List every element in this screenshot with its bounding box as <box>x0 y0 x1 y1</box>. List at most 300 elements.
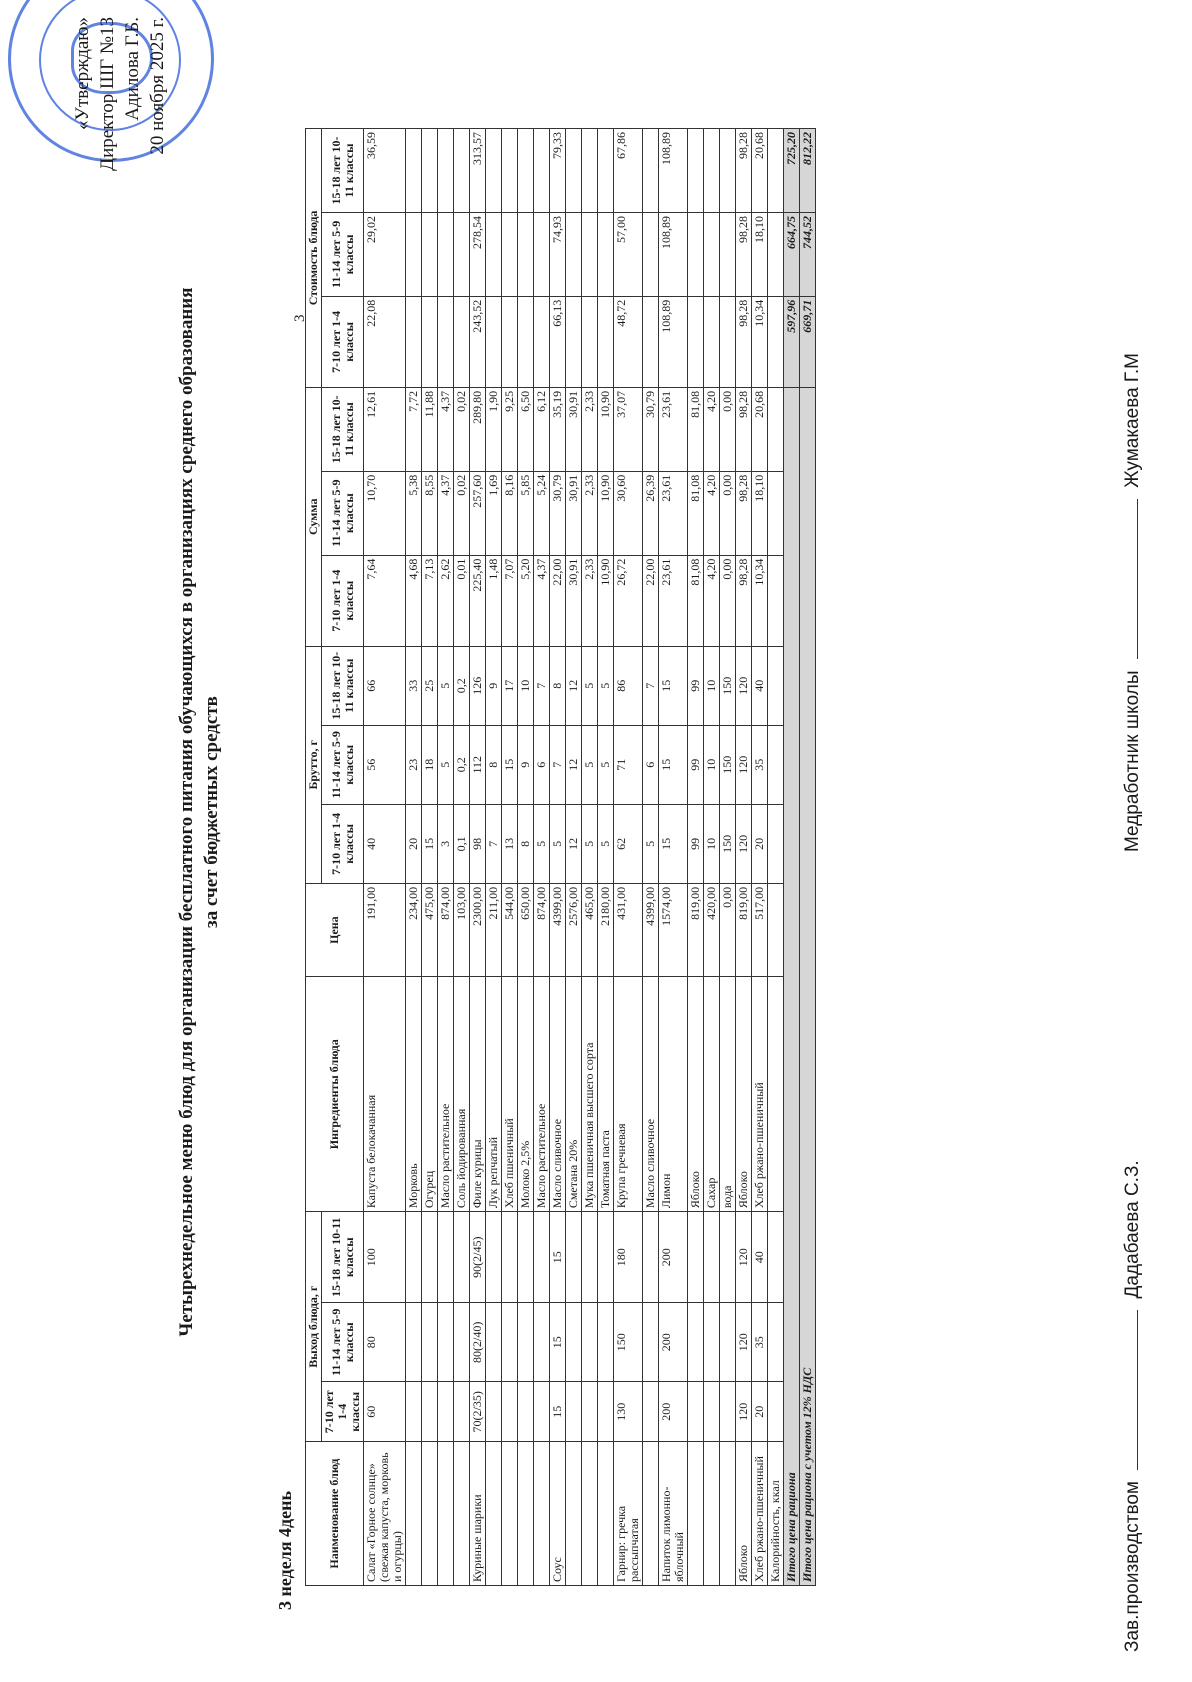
total-label: Итого цена рациона <box>784 387 800 1585</box>
table-cell-o1: 60 <box>364 1382 406 1442</box>
table-cell-g2: 15 <box>502 725 518 804</box>
table-cell-s3: 4,20 <box>704 387 720 471</box>
table-cell-g1: 99 <box>688 804 704 883</box>
table-cell-g3: 86 <box>614 646 643 725</box>
table-cell-c1: 98,28 <box>736 296 752 387</box>
table-cell-o1: 130 <box>614 1382 643 1442</box>
table-cell-price: 544,00 <box>502 883 518 976</box>
table-cell-o1 <box>406 1382 422 1442</box>
table-cell-c3 <box>688 129 704 213</box>
table-cell-s2: 4,37 <box>438 471 454 555</box>
menu-table-body <box>364 129 816 1586</box>
header-age: 7-10 лет 1-4 классы <box>322 555 364 646</box>
table-cell-g3 <box>768 646 784 725</box>
table-cell-g2: 112 <box>470 725 486 804</box>
table-cell-g3: 40 <box>752 646 768 725</box>
table-cell-c2: 74,93 <box>550 212 566 296</box>
table-cell-s1: 10,34 <box>752 555 768 646</box>
table-cell-o1: 200 <box>659 1382 688 1442</box>
table-cell-s3: 0,00 <box>720 387 736 471</box>
table-cell-o3 <box>768 1212 784 1303</box>
table-cell-dish <box>582 1442 598 1586</box>
table-cell-c3 <box>768 129 784 213</box>
signature-production-role: Зав.производством <box>1122 1481 1143 1652</box>
table-cell-s1: 30,91 <box>566 555 582 646</box>
table-cell-s2: 98,28 <box>736 471 752 555</box>
table-cell-g3: 0,2 <box>454 646 470 725</box>
table-cell-c1 <box>720 296 736 387</box>
table-cell-o1: 70(2/35) <box>470 1382 486 1442</box>
table-cell-s2: 8,16 <box>502 471 518 555</box>
table-cell-s3: 81,08 <box>688 387 704 471</box>
table-cell-o1 <box>566 1382 582 1442</box>
table-cell-o2 <box>486 1303 502 1382</box>
table-cell-g3: 25 <box>422 646 438 725</box>
table-cell-c2 <box>598 212 614 296</box>
table-cell-o2 <box>688 1303 704 1382</box>
table-cell-g3: 10 <box>704 646 720 725</box>
table-cell-s1: 81,08 <box>688 555 704 646</box>
table-cell-ing: Огурец <box>422 977 438 1212</box>
approval-line-1: «Утверждаю» <box>72 17 93 130</box>
table-cell-s3: 35,19 <box>550 387 566 471</box>
table-cell-c1 <box>486 296 502 387</box>
table-cell-c3 <box>704 129 720 213</box>
table-cell-price: 874,00 <box>534 883 550 976</box>
table-cell-s2: 26,39 <box>643 471 659 555</box>
table-cell-o2 <box>534 1303 550 1382</box>
table-cell-g1: 120 <box>736 804 752 883</box>
table-cell-ing: Мука пшеничная высшего сорта <box>582 977 598 1212</box>
table-cell-c1 <box>438 296 454 387</box>
table-cell-s3: 2,33 <box>582 387 598 471</box>
table-cell-s3: 1,90 <box>486 387 502 471</box>
table-cell-c2: 57,00 <box>614 212 643 296</box>
table-cell-o2 <box>422 1303 438 1382</box>
table-cell-c1: 48,72 <box>614 296 643 387</box>
table-cell-s1: 98,28 <box>736 555 752 646</box>
table-cell-g2: 5 <box>438 725 454 804</box>
table-cell-dish <box>688 1442 704 1586</box>
table-cell-ing: Капуста белокачанная <box>364 977 406 1212</box>
table-cell-c2: 98,28 <box>736 212 752 296</box>
table-cell-c2 <box>438 212 454 296</box>
table-cell-o3: 40 <box>752 1212 768 1303</box>
table-cell-dish: Хлеб ржано-пшеничный <box>752 1442 768 1586</box>
table-cell-c2 <box>566 212 582 296</box>
table-cell-s3: 30,91 <box>566 387 582 471</box>
table-cell-c2 <box>518 212 534 296</box>
table-cell-c1 <box>534 296 550 387</box>
table-cell-ing: Хлеб ржано-пшеничный <box>752 977 768 1212</box>
table-cell-dish: Салат «Горное солнце» (свежая капуста, морковь и огурцы) <box>364 1442 406 1586</box>
header-age: 11-14 лет 5-9 классы <box>322 212 364 296</box>
table-cell-s1 <box>768 555 784 646</box>
table-row <box>688 129 704 1586</box>
table-cell-o3 <box>598 1212 614 1303</box>
table-cell-o3: 200 <box>659 1212 688 1303</box>
table-cell-s2: 2,33 <box>582 471 598 555</box>
table-cell-g1: 20 <box>406 804 422 883</box>
approval-line-3: Адилова Г.Б. <box>122 17 143 121</box>
table-cell-g3: 9 <box>486 646 502 725</box>
table-cell-g2: 120 <box>736 725 752 804</box>
table-row <box>659 129 688 1586</box>
table-cell-o3 <box>502 1212 518 1303</box>
table-row <box>470 129 486 1586</box>
table-cell-o2: 80 <box>364 1303 406 1382</box>
table-cell-s2: 1,69 <box>486 471 502 555</box>
table-cell-o1 <box>582 1382 598 1442</box>
table-cell-g2: 7 <box>550 725 566 804</box>
table-cell-c3 <box>720 129 736 213</box>
signature-medic <box>1122 353 1144 852</box>
table-cell-s2: 18,10 <box>752 471 768 555</box>
table-cell-g2: 15 <box>659 725 688 804</box>
table-cell-o1 <box>502 1382 518 1442</box>
table-cell-dish <box>502 1442 518 1586</box>
total-cell-c1: 597,96 <box>784 296 800 387</box>
table-cell-o1 <box>534 1382 550 1442</box>
table-cell-price: 819,00 <box>736 883 752 976</box>
table-cell-g1: 15 <box>659 804 688 883</box>
table-cell-g2: 9 <box>518 725 534 804</box>
table-cell-s1: 4,20 <box>704 555 720 646</box>
table-cell-o2 <box>502 1303 518 1382</box>
table-cell-ing: Томатная паста <box>598 977 614 1212</box>
table-cell-price: 191,00 <box>364 883 406 976</box>
table-cell-o2: 120 <box>736 1303 752 1382</box>
table-cell-dish <box>486 1442 502 1586</box>
table-cell-o2 <box>518 1303 534 1382</box>
table-cell-dish: Напиток лимонно-яблочный <box>659 1442 688 1586</box>
table-cell-g3: 8 <box>550 646 566 725</box>
table-cell-s2: 0,02 <box>454 471 470 555</box>
header-age: 15-18 лет 10-11 классы <box>322 1212 364 1303</box>
table-cell-o3 <box>422 1212 438 1303</box>
table-cell-c3 <box>643 129 659 213</box>
total-cell-c3: 812,22 <box>800 129 816 213</box>
table-cell-ing: Масло растительное <box>438 977 454 1212</box>
table-cell-g2: 23 <box>406 725 422 804</box>
table-cell-s3: 4,37 <box>438 387 454 471</box>
table-cell-dish: Яблоко <box>736 1442 752 1586</box>
table-cell-o1: 20 <box>752 1382 768 1442</box>
header-dish-name: Наименование блюд <box>306 1442 364 1586</box>
table-cell-ing: Хлеб пшеничный <box>502 977 518 1212</box>
signature-production-name: Дадабаева С.З. <box>1122 1160 1143 1299</box>
table-cell-price: 211,00 <box>486 883 502 976</box>
table-cell-s2 <box>768 471 784 555</box>
table-row <box>752 129 768 1586</box>
table-row <box>768 129 784 1586</box>
table-cell-s3: 7,72 <box>406 387 422 471</box>
table-cell-g2: 5 <box>582 725 598 804</box>
table-cell-o2 <box>720 1303 736 1382</box>
header-ingredients: Ингредиенты блюда <box>306 977 364 1212</box>
table-cell-ing: Масло растительное <box>534 977 550 1212</box>
table-cell-g1: 5 <box>550 804 566 883</box>
table-cell-price: 234,00 <box>406 883 422 976</box>
table-cell-c3: 67,86 <box>614 129 643 213</box>
table-cell-s2: 257,60 <box>470 471 486 555</box>
table-cell-c1 <box>406 296 422 387</box>
table-cell-c2 <box>502 212 518 296</box>
table-cell-c3 <box>534 129 550 213</box>
header-age: 7-10 лет 1-4 классы <box>322 804 364 883</box>
table-cell-c1: 108,89 <box>659 296 688 387</box>
table-cell-ing <box>768 977 784 1212</box>
table-row <box>550 129 566 1586</box>
table-cell-c1 <box>422 296 438 387</box>
table-cell-g2: 12 <box>566 725 582 804</box>
table-cell-c1 <box>454 296 470 387</box>
table-cell-price: 431,00 <box>614 883 643 976</box>
header-output: Выход блюда, г <box>306 1212 322 1442</box>
table-row <box>502 129 518 1586</box>
table-row <box>704 129 720 1586</box>
table-cell-o1 <box>704 1382 720 1442</box>
table-cell-c1: 10,34 <box>752 296 768 387</box>
table-cell-c1: 22,08 <box>364 296 406 387</box>
table-cell-g2: 5 <box>598 725 614 804</box>
table-cell-o1: 15 <box>550 1382 566 1442</box>
table-cell-o1 <box>422 1382 438 1442</box>
header-age: 11-14 лет 5-9 классы <box>322 725 364 804</box>
table-cell-g3: 17 <box>502 646 518 725</box>
table-cell-c2 <box>454 212 470 296</box>
table-cell-dish <box>534 1442 550 1586</box>
table-cell-s3: 98,28 <box>736 387 752 471</box>
table-cell-o3 <box>643 1212 659 1303</box>
table-cell-dish <box>422 1442 438 1586</box>
table-cell-c3: 313,57 <box>470 129 486 213</box>
table-cell-c2: 278,54 <box>470 212 486 296</box>
table-cell-g3: 33 <box>406 646 422 725</box>
document-subtitle: за счет бюджетных средств <box>201 696 222 928</box>
table-cell-g3: 66 <box>364 646 406 725</box>
table-row <box>454 129 470 1586</box>
table-cell-s1: 26,72 <box>614 555 643 646</box>
table-cell-price: 517,00 <box>752 883 768 976</box>
table-cell-g3: 126 <box>470 646 486 725</box>
table-cell-g1: 20 <box>752 804 768 883</box>
document-title: Четырехнедельное меню блюд для организации бесплатного питания обучающихся в организациях среднего образования <box>176 287 197 1337</box>
table-row <box>598 129 614 1586</box>
table-cell-dish <box>518 1442 534 1586</box>
table-cell-s1: 7,64 <box>364 555 406 646</box>
table-cell-s3: 20,68 <box>752 387 768 471</box>
table-cell-s2: 30,60 <box>614 471 643 555</box>
table-cell-g2: 35 <box>752 725 768 804</box>
table-cell-s1: 4,37 <box>534 555 550 646</box>
header-age: 7-10 лет 1-4 классы <box>322 296 364 387</box>
table-cell-o3 <box>688 1212 704 1303</box>
table-cell-s2: 23,61 <box>659 471 688 555</box>
table-cell-o2 <box>438 1303 454 1382</box>
table-cell-g1: 5 <box>534 804 550 883</box>
table-cell-s1: 4,68 <box>406 555 422 646</box>
table-cell-o3 <box>486 1212 502 1303</box>
menu-table <box>305 128 816 1586</box>
table-cell-c2 <box>768 212 784 296</box>
table-cell-dish: Калорийность, ккал <box>768 1442 784 1586</box>
table-row <box>614 129 643 1586</box>
table-cell-ing: Лимон <box>659 977 688 1212</box>
table-cell-price: 1574,00 <box>659 883 688 976</box>
signature-line <box>1137 1310 1138 1470</box>
table-cell-c2: 108,89 <box>659 212 688 296</box>
table-cell-s2: 10,90 <box>598 471 614 555</box>
table-cell-o2: 150 <box>614 1303 643 1382</box>
table-cell-o3: 90(2/45) <box>470 1212 486 1303</box>
table-cell-s1: 7,13 <box>422 555 438 646</box>
table-cell-c1 <box>502 296 518 387</box>
table-cell-price: 4399,00 <box>550 883 566 976</box>
table-cell-c3 <box>518 129 534 213</box>
table-cell-g1: 3 <box>438 804 454 883</box>
table-cell-g3: 5 <box>438 646 454 725</box>
table-cell-g1: 98 <box>470 804 486 883</box>
table-cell-g3: 7 <box>643 646 659 725</box>
header-price: Цена <box>306 883 364 976</box>
table-cell-g3: 12 <box>566 646 582 725</box>
table-cell-dish <box>720 1442 736 1586</box>
table-cell-o3 <box>406 1212 422 1303</box>
table-cell-s3: 23,61 <box>659 387 688 471</box>
table-cell-s2: 5,24 <box>534 471 550 555</box>
table-cell-g1: 5 <box>598 804 614 883</box>
table-cell-s3: 9,25 <box>502 387 518 471</box>
table-cell-ing: Морковь <box>406 977 422 1212</box>
table-cell-ing: Сметана 20% <box>566 977 582 1212</box>
table-cell-c3 <box>422 129 438 213</box>
table-cell-o2 <box>704 1303 720 1382</box>
table-cell-s2: 0,00 <box>720 471 736 555</box>
table-cell-o3 <box>566 1212 582 1303</box>
table-cell-c1 <box>768 296 784 387</box>
table-cell-ing: Соль йодированная <box>454 977 470 1212</box>
table-row <box>566 129 582 1586</box>
table-cell-o1 <box>720 1382 736 1442</box>
table-cell-o3 <box>720 1212 736 1303</box>
table-cell-s3: 10,90 <box>598 387 614 471</box>
signature-medic-name: Жумакаева Г.М <box>1122 353 1143 488</box>
table-cell-c1 <box>582 296 598 387</box>
page-number: 3 <box>292 314 308 322</box>
total-label: Итого цена рациона с учетом 12% НДС <box>800 387 816 1585</box>
table-cell-s2: 10,70 <box>364 471 406 555</box>
table-cell-ing: Молоко 2,5% <box>518 977 534 1212</box>
table-cell-o2: 200 <box>659 1303 688 1382</box>
table-cell-c3 <box>438 129 454 213</box>
table-cell-o1 <box>598 1382 614 1442</box>
table-cell-s3: 37,07 <box>614 387 643 471</box>
table-cell-s1: 0,01 <box>454 555 470 646</box>
total-cell-c2: 744,52 <box>800 212 816 296</box>
table-cell-g3: 99 <box>688 646 704 725</box>
header-age: 11-14 лет 5-9 классы <box>322 1303 364 1382</box>
table-cell-ing: Сахар <box>704 977 720 1212</box>
table-cell-c3 <box>582 129 598 213</box>
table-cell-o1 <box>768 1382 784 1442</box>
table-cell-c2 <box>534 212 550 296</box>
table-cell-c2 <box>643 212 659 296</box>
table-cell-c3: 79,33 <box>550 129 566 213</box>
table-cell-s3: 12,61 <box>364 387 406 471</box>
table-cell-o1 <box>486 1382 502 1442</box>
table-cell-o1 <box>688 1382 704 1442</box>
table-row <box>643 129 659 1586</box>
table-cell-o3: 120 <box>736 1212 752 1303</box>
header-sum: Сумма <box>306 387 322 646</box>
table-cell-g1: 10 <box>704 804 720 883</box>
table-cell-s2: 30,91 <box>566 471 582 555</box>
table-cell-c3 <box>566 129 582 213</box>
total-cell-c1: 669,71 <box>800 296 816 387</box>
table-cell-price <box>768 883 784 976</box>
table-cell-dish <box>406 1442 422 1586</box>
table-cell-g2: 10 <box>704 725 720 804</box>
table-cell-o2 <box>768 1303 784 1382</box>
table-cell-c3: 98,28 <box>736 129 752 213</box>
table-cell-c3: 20,68 <box>752 129 768 213</box>
table-cell-o3 <box>582 1212 598 1303</box>
table-cell-price: 874,00 <box>438 883 454 976</box>
table-cell-s1: 23,61 <box>659 555 688 646</box>
signature-line <box>1137 499 1138 659</box>
table-cell-g1: 8 <box>518 804 534 883</box>
table-cell-s1: 22,00 <box>643 555 659 646</box>
table-cell-g2: 6 <box>643 725 659 804</box>
total-cell-c3: 725,20 <box>784 129 800 213</box>
table-cell-price: 0,00 <box>720 883 736 976</box>
table-cell-s1: 225,40 <box>470 555 486 646</box>
table-cell-o1: 120 <box>736 1382 752 1442</box>
table-cell-o2 <box>566 1303 582 1382</box>
table-cell-c3 <box>502 129 518 213</box>
table-cell-s1: 10,90 <box>598 555 614 646</box>
table-row <box>406 129 422 1586</box>
table-cell-g1: 12 <box>566 804 582 883</box>
header-age: 7-10 лет 1-4 классы <box>322 1382 364 1442</box>
table-cell-g2: 56 <box>364 725 406 804</box>
table-cell-dish <box>704 1442 720 1586</box>
table-cell-g1: 5 <box>582 804 598 883</box>
table-row <box>720 129 736 1586</box>
table-cell-g3: 5 <box>582 646 598 725</box>
total-row <box>784 129 800 1586</box>
table-cell-g2: 71 <box>614 725 643 804</box>
table-cell-price: 4399,00 <box>643 883 659 976</box>
table-cell-s3: 0,02 <box>454 387 470 471</box>
table-cell-ing: Филе курицы <box>470 977 486 1212</box>
table-cell-s2: 8,55 <box>422 471 438 555</box>
table-cell-c1 <box>566 296 582 387</box>
table-cell-g2: 0,2 <box>454 725 470 804</box>
table-cell-o2 <box>406 1303 422 1382</box>
table-cell-g3: 7 <box>534 646 550 725</box>
table-cell-c3 <box>454 129 470 213</box>
table-cell-dish: Соус <box>550 1442 566 1586</box>
table-cell-s1: 5,20 <box>518 555 534 646</box>
table-cell-o3: 15 <box>550 1212 566 1303</box>
table-cell-c3 <box>486 129 502 213</box>
table-cell-g1: 15 <box>422 804 438 883</box>
table-cell-g1: 0,1 <box>454 804 470 883</box>
signature-production <box>1122 1160 1144 1652</box>
header-gross: Брутто, г <box>306 646 322 883</box>
